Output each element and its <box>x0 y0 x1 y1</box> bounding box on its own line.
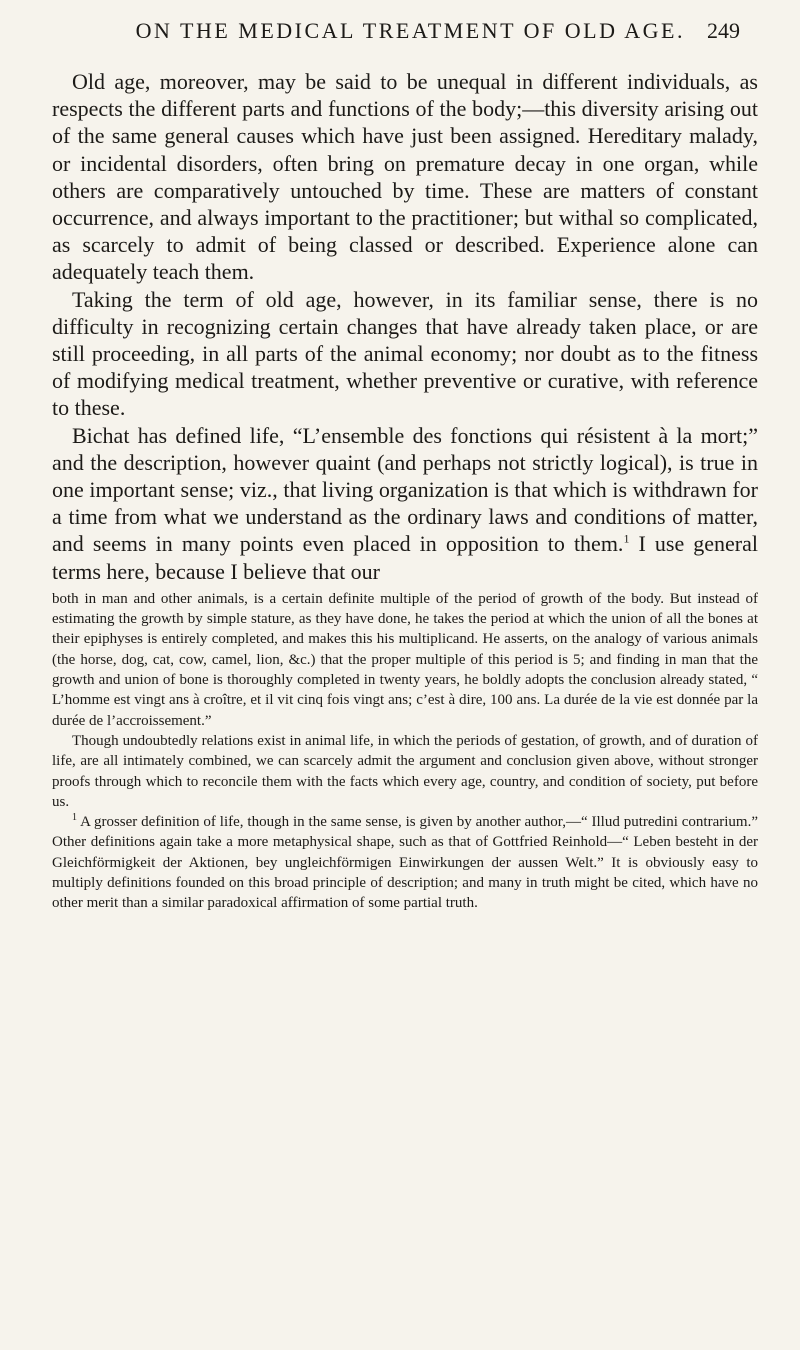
body-paragraph: Taking the term of old age, however, in its familiar sense, there is no difficulty in recognizing certain changes that have already taken place, or are still proceeding, in all parts of the animal economy; nor doubt as to the fitness of modifying medical treatment, whether preventive or curative, with reference to these. <box>52 286 758 421</box>
footnote-paragraph: Though undoubtedly relations exist in animal life, in which the periods of gestation, of growth, and of duration of life, are all intimately combined, we can scarcely admit the argument and conclusion given above, without stronger proofs through which to reconcile them with the facts which every age, country, and condition of society, put before us. <box>52 732 758 810</box>
footnotes <box>52 589 758 914</box>
footnote <box>52 812 758 913</box>
footnote-marker: 1 <box>72 812 77 824</box>
main-text <box>52 68 758 585</box>
body-paragraph <box>52 422 758 585</box>
running-head-title: ON THE MEDICAL TREATMENT OF OLD AGE. <box>135 18 685 43</box>
body-paragraph: Old age, moreover, may be said to be unequal in different individuals, as respects the different parts and functions of the body;—this diversity arising out of the same general causes which have just been assigned. Hereditary malady, or incidental disorders, often bring on premature decay in one organ, while others are comparatively untouched by time. These are matters of constant occurrence, and always important to the practitioner; but withal so complicated, as scarcely to admit of being classed or described. Experience alone can adequately teach them. <box>52 69 758 285</box>
body-text: I use general terms here, because I believe that our <box>52 531 758 584</box>
footnote-reference: 1 <box>623 532 630 547</box>
footnote-continued: both in man and other animals, is a certain definite multiple of the period of growth of the body. But instead of estimating the growth by simple stature, as they have done, he takes the period at which the union of all the bones at their epiphyses is entirely completed, and makes this his multiplicand. He asserts, on the analogy of various animals (the horse, dog, cat, cow, camel, lion, &c.) that the proper multiple of this period is 5; and finding in man that the growth and union of bone is thoroughly completed in twenty years, he boldly adopts the conclusion already stated, “ L’homme est vingt ans à croître, et il vit cinq fois vingt ans; c’est à dire, 100 ans. La durée de la vie est donnée par la durée de l’accroissement.” <box>52 590 758 729</box>
page-number: 249 <box>707 18 740 43</box>
running-head <box>52 18 740 58</box>
body-text: Bichat has defined life, “L’ensemble des fonctions qui résistent à la mort;” and the description, however quaint (and perhaps not strictly logical), is true in one important sense; viz., that living organization is that which is withdrawn for a time from what we understand as the ordinary laws and conditions of matter, and seems in many points even placed in opposition to them. <box>52 422 758 557</box>
footnote-text: A grosser definition of life, though in the same sense, is given by another author,—“ Illud putredini contrarium.” Other definitions again take a more metaphysical shape, such as that of Gottfried Reinhold—“ Leben besteht in der Gleichförmigkeit der Aktionen, bey ungleichförmigen Einwirkungen der aussen Welt.” It is obviously easy to multiply definitions founded on this broad principle of description; and many in truth might be cited, which have no other merit than a similar paradoxical affirmation of some partial truth. <box>52 814 758 912</box>
book-page <box>52 18 758 1328</box>
